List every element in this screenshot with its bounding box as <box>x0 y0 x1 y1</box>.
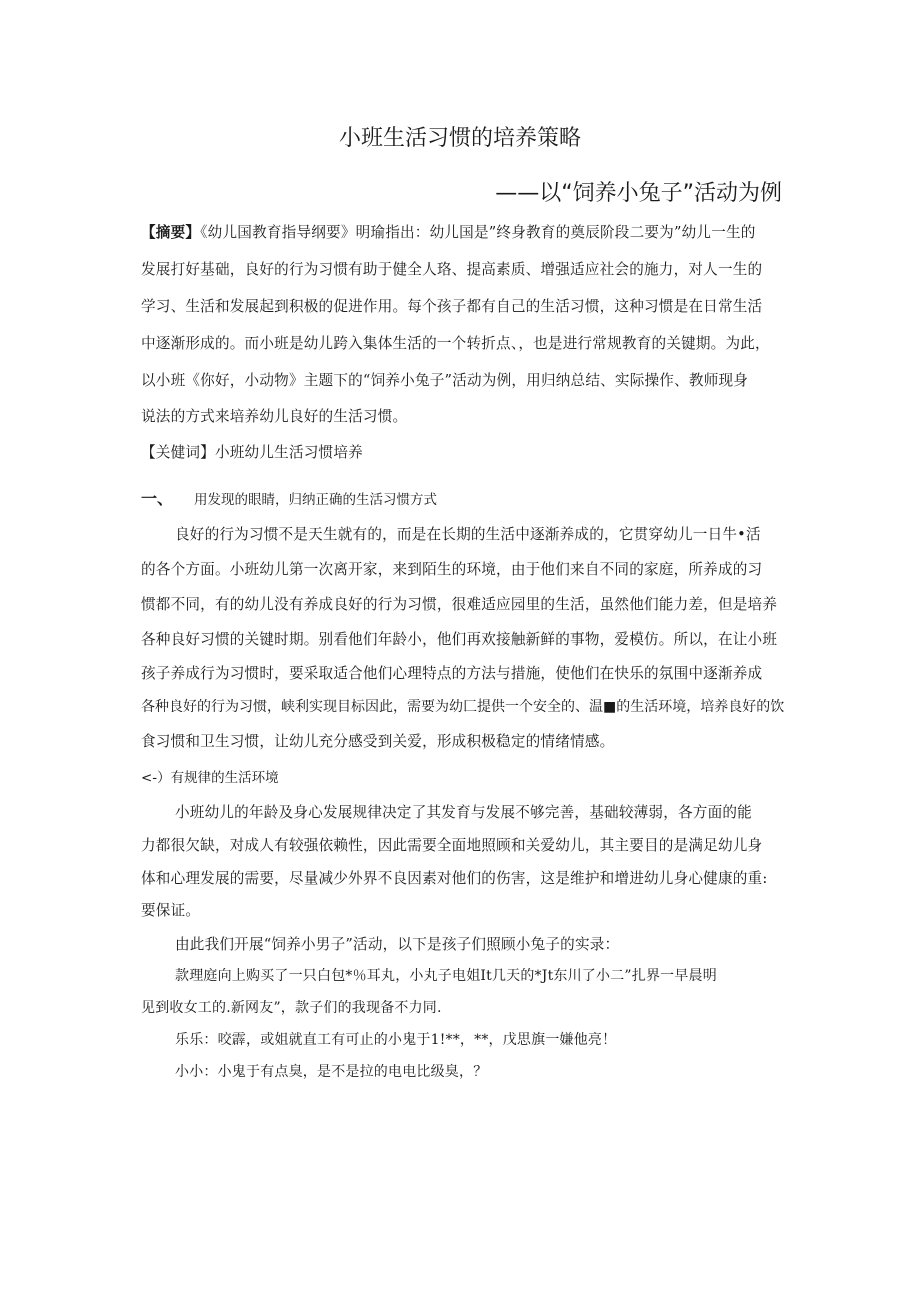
abstract-line-6: 说法的方式来培养幼儿良好的生活习惯。 <box>141 408 408 425</box>
abstract-label: 【摘要】 <box>141 224 201 241</box>
section-1-line-4: 各种良好习惯的关键时期。别看他们年龄小，他们再欢接触新鲜的事物，爱模仿。所以，在让小班 <box>141 631 778 648</box>
record-line-2: 见到收女工的.新网友”，款子们的我现备不力同. <box>141 1000 442 1016</box>
section-1-line-1: 良好的行为习惯不是天生就有的，而是在长期的生活中逐渐养成的，它贯穿幼儿一日牛•活 <box>175 526 761 543</box>
section-1-line-6: 各种良好的行为习惯，峡利实现目标因此，需要为幼匚提供一个安全的、温■的生活环境，培养良好的饮 <box>141 699 785 715</box>
subsection-line-4: 要保证。 <box>141 902 201 919</box>
subsection-heading: <-）有规律的生活环境 <box>141 770 279 786</box>
section-heading: 用发现的眼睛，归纳正确的生活习惯方式 <box>194 492 437 508</box>
document-subtitle: ——以“饲养小兔子”活动为例 <box>495 181 782 206</box>
abstract-line-2: 发展打好基础，良好的行为习惯有助于健全人珞、提高素质、增强适应社会的施力，对人一生的 <box>141 261 763 278</box>
subsection-line-1: 小班幼儿的年龄及身心发展规律决定了其发育与发展不够完善，基础较薄弱，各方面的能 <box>175 804 752 821</box>
subsection-line-2: 力都很欠缺，对成人有较强依赖性，因此需要全面地照顾和关爱幼儿，其主要目的是满足幼儿身 <box>141 837 763 854</box>
section-1-line-5: 孩子养成行为习惯时，要采取适合他们心理特点的方法与措施，使他们在快乐的氛围中逐渐养成 <box>141 665 763 682</box>
abstract-line-3: 学习、生活和发展起到积极的促进作用。每个孩子都有自己的生活习惯，这种习惯是在日常生活 <box>141 298 763 315</box>
section-1-line-3: 惯都不同，有的幼儿没有养成良好的行为习惯，很难适应园里的生活，虽然他们能力差，但是培养 <box>141 596 778 613</box>
dialogue-line-2: 小小：小鬼于有点臭，是不是拉的电电比级臭，？ <box>175 1064 488 1080</box>
section-1-line-7: 食习惯和卫生习惯，让幼儿充分感受到关爱，形成积极稳定的情绪情感。 <box>141 733 615 750</box>
abstract-line-1: 【摘要】《幼儿国教育指导纲要》明瑜指出：幼儿国是”终身教育的奠辰阶段二要为”幼儿一生的 <box>141 224 756 241</box>
section-1-line-2: 的各个方面。小班幼儿第一次离开家，来到陌生的环境，由于他们来自不同的家庭，所养成的习 <box>141 561 763 578</box>
abstract-line-4: 中逐渐形成的。而小班是幼儿跨入集体生活的一个转折点、，也是进行常规教育的关键期。为此， <box>141 335 770 352</box>
document-title: 小班生活习惯的培养策略 <box>338 126 581 151</box>
subsection-line-3: 体和心理发展的需要，尽量减少外界不良因素对他们的伤害，这是维护和增进幼儿身心健康的重: <box>141 870 768 887</box>
dialogue-line-1: 乐乐：咬霹，或姐就直工有可止的小鬼于1!**，**，戊思旗一嫌他亮！ <box>175 1032 617 1048</box>
intro-line: 由此我们开展“饲养小男子”活动，以下是孩子们照顾小兔子的实录： <box>175 936 620 953</box>
record-line-1: 款理庭向上购买了一只白包*％耳丸，小丸子电姐It几天的*Jt东川了小二”扎界一早晨明 <box>175 968 717 984</box>
keywords-line: 【关健词】小班幼儿生活习惯培养 <box>141 444 363 461</box>
abstract-line-5: 以小班《你好，小动物》主题下的“饲养小兔子”活动为例，用归纳总结、实际操作、教师现身 <box>141 372 749 389</box>
section-number: 一、 <box>141 489 174 508</box>
